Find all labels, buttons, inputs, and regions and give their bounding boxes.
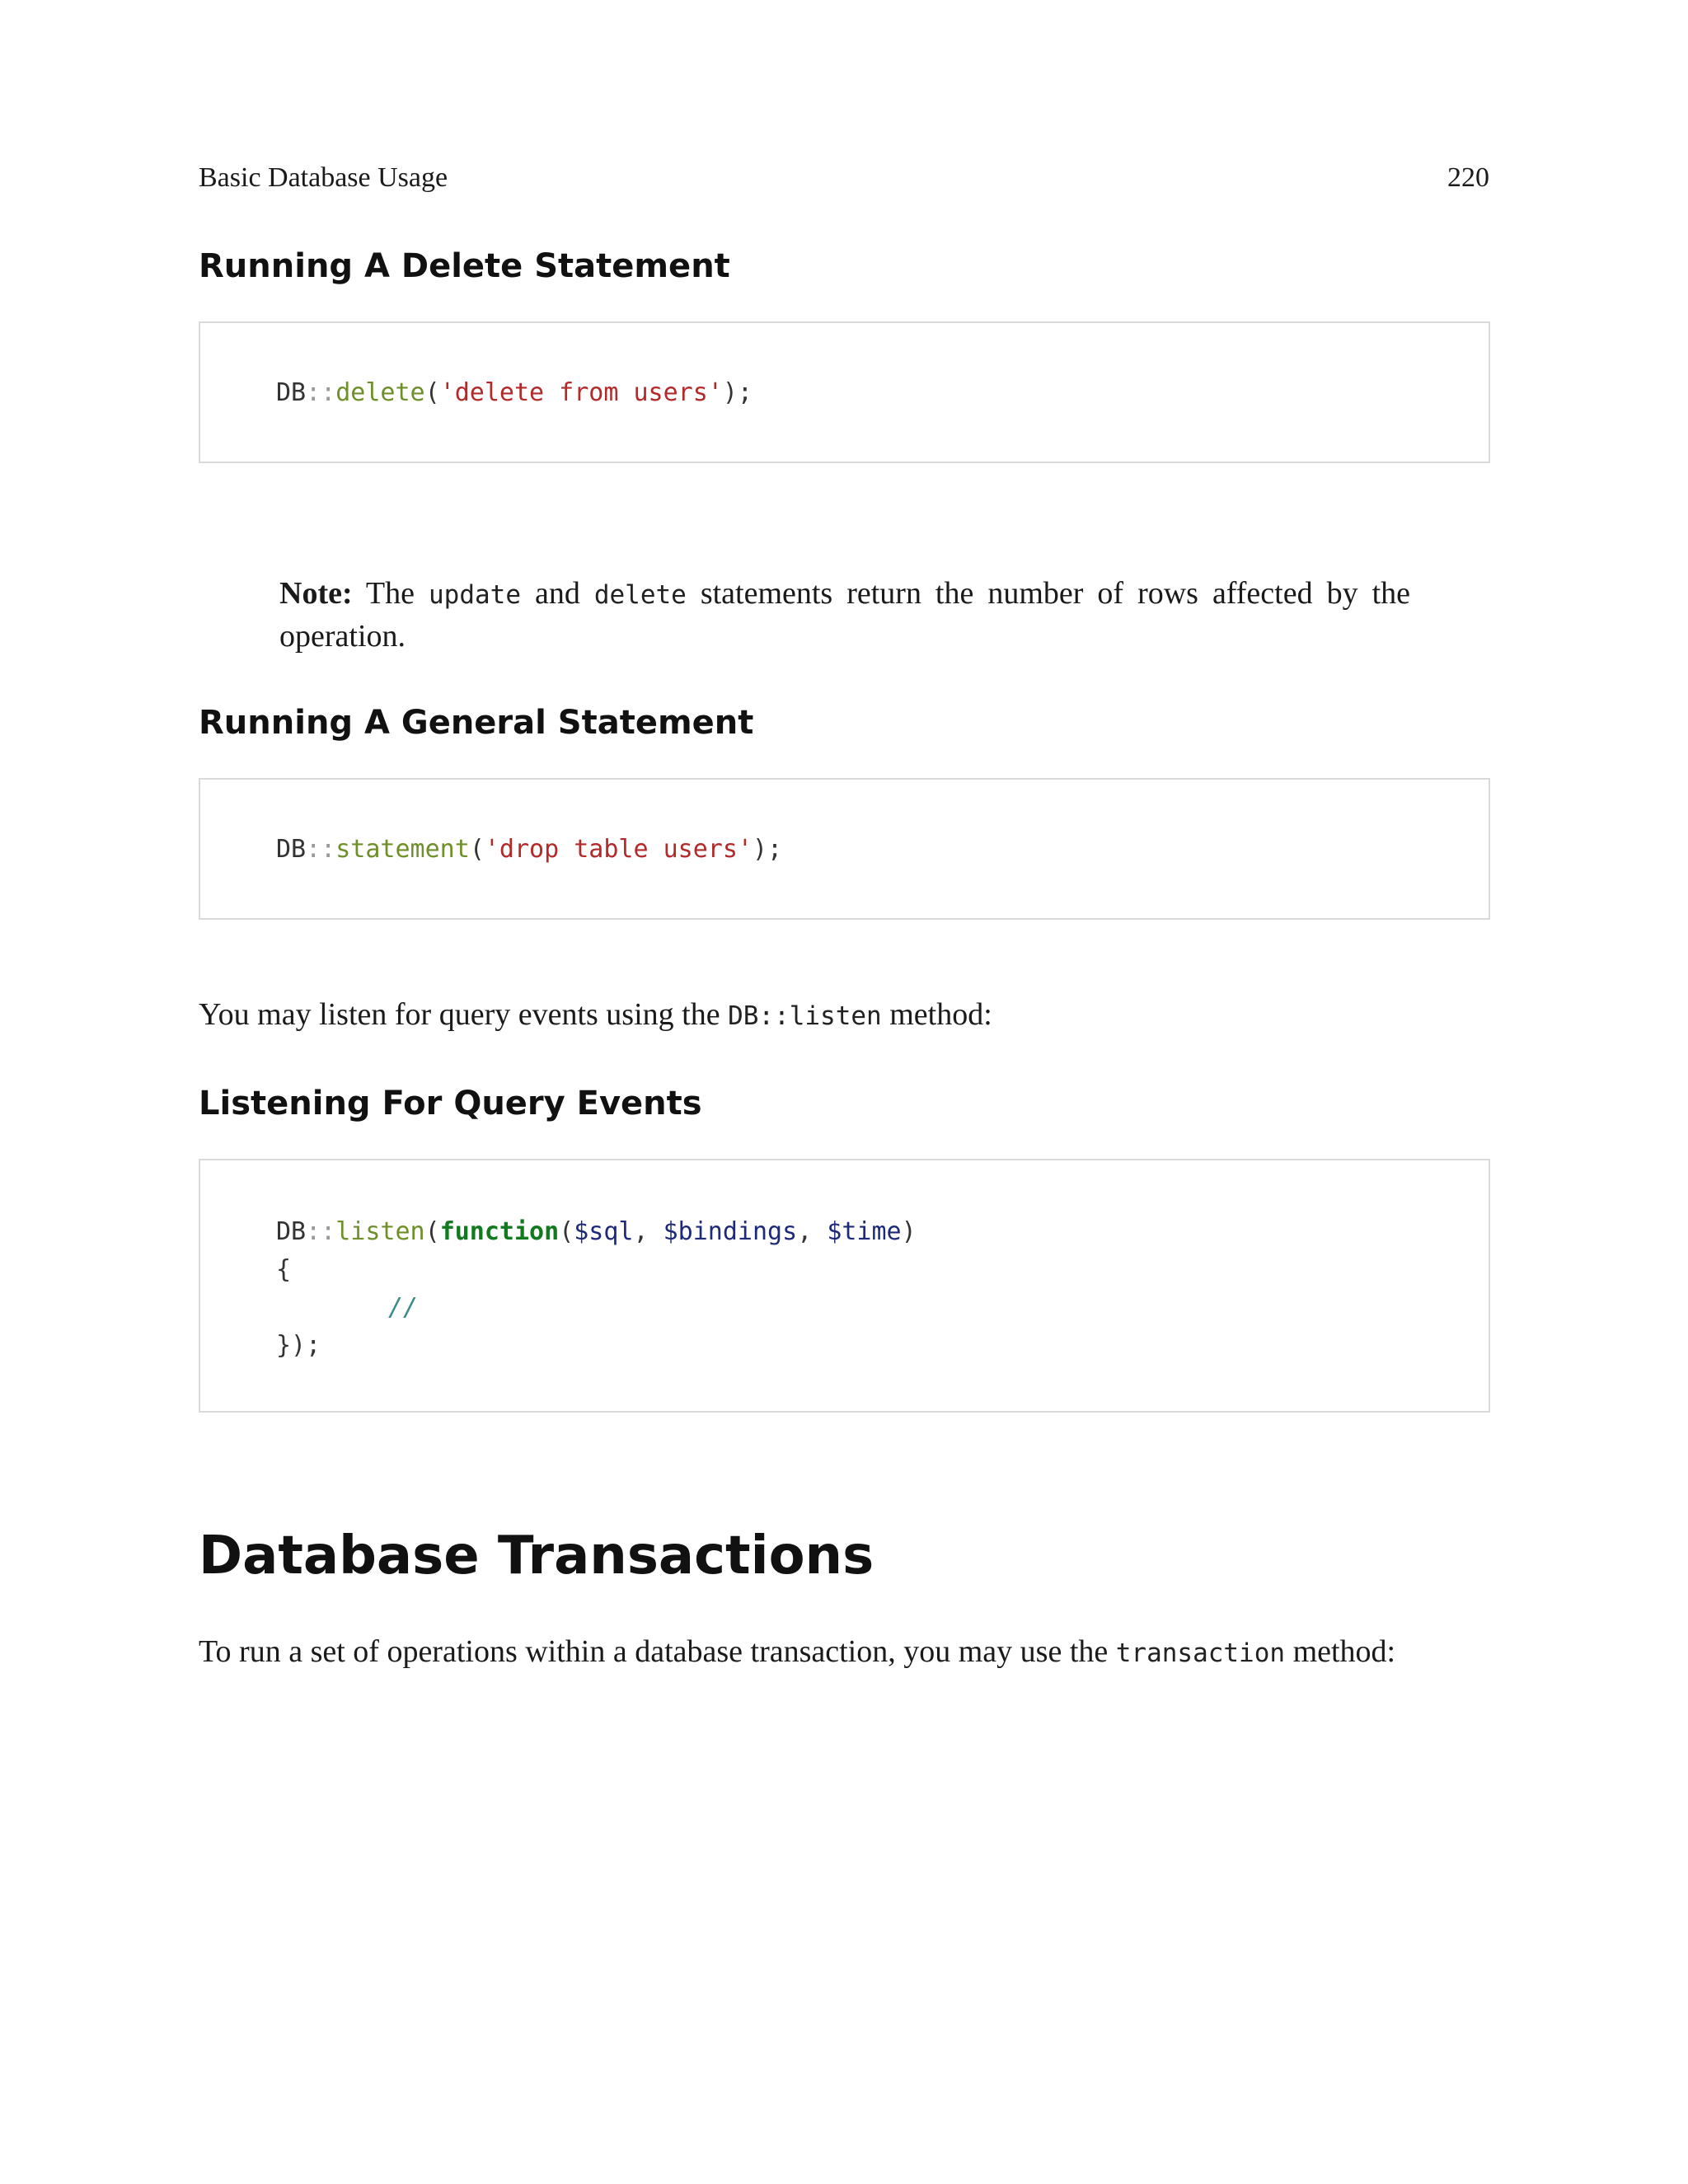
transactions-intro-paragraph: [199, 1632, 1395, 1673]
code-punct: ,: [797, 1217, 828, 1246]
code-method: delete: [335, 378, 425, 407]
code-block-statement: [199, 778, 1490, 920]
note-text: statements return the number of rows affected by the operation.: [279, 576, 1410, 654]
code-line: [276, 831, 782, 869]
code-operator: ::: [306, 378, 336, 407]
section-heading-general: Running A General Statement: [199, 704, 754, 742]
code-punct: (: [424, 378, 440, 407]
running-title: Basic Database Usage: [199, 162, 448, 193]
note-label: Note:: [279, 576, 353, 611]
code-punct: );: [752, 835, 783, 864]
code-block-delete: [199, 321, 1490, 463]
code-keyword: function: [439, 1217, 560, 1246]
code-string: 'delete from users': [439, 378, 723, 407]
code-variable: $bindings: [663, 1217, 798, 1246]
inline-code-delete: delete: [593, 580, 687, 610]
listen-intro-paragraph: [199, 995, 992, 1036]
code-punct: });: [276, 1331, 321, 1360]
code-variable: $time: [827, 1217, 902, 1246]
code-line: [276, 1251, 291, 1289]
code-operator: ::: [306, 835, 336, 864]
body-text: You may listen for query events using the: [199, 997, 729, 1032]
code-punct: );: [722, 378, 753, 407]
code-class: DB: [276, 378, 307, 407]
code-class: DB: [276, 835, 307, 864]
code-punct: ,: [633, 1217, 663, 1246]
code-line: [276, 1327, 321, 1365]
code-variable: $sql: [574, 1217, 634, 1246]
code-punct: (: [469, 835, 485, 864]
body-text: method:: [1285, 1634, 1396, 1669]
code-class: DB: [276, 1217, 307, 1246]
code-punct: (: [559, 1217, 574, 1246]
code-method: listen: [335, 1217, 425, 1246]
chapter-heading-transactions: Database Transactions: [199, 1526, 874, 1586]
note-paragraph: [279, 573, 1410, 657]
code-line: [388, 1289, 418, 1327]
inline-code-db-listen: DB::listen: [728, 1001, 882, 1031]
section-heading-listen: Listening For Query Events: [199, 1085, 702, 1122]
code-operator: ::: [306, 1217, 336, 1246]
body-text: To run a set of operations within a database transaction, you may use the: [199, 1634, 1116, 1669]
code-punct: (: [424, 1217, 440, 1246]
code-line: [276, 374, 753, 412]
inline-code-transaction: transaction: [1115, 1638, 1286, 1668]
code-line: [276, 1213, 917, 1251]
code-punct: ): [901, 1217, 917, 1246]
page-number: 220: [1447, 162, 1489, 193]
body-text: method:: [881, 997, 992, 1032]
section-heading-delete: Running A Delete Statement: [199, 247, 730, 285]
code-string: 'drop table users': [484, 835, 753, 864]
note-text: and: [520, 576, 594, 611]
code-block-listen: [199, 1159, 1490, 1413]
inline-code-update: update: [429, 580, 521, 610]
code-method: statement: [335, 835, 470, 864]
code-comment: //: [388, 1293, 419, 1322]
note-text: The: [352, 576, 429, 611]
code-punct: {: [276, 1255, 292, 1284]
